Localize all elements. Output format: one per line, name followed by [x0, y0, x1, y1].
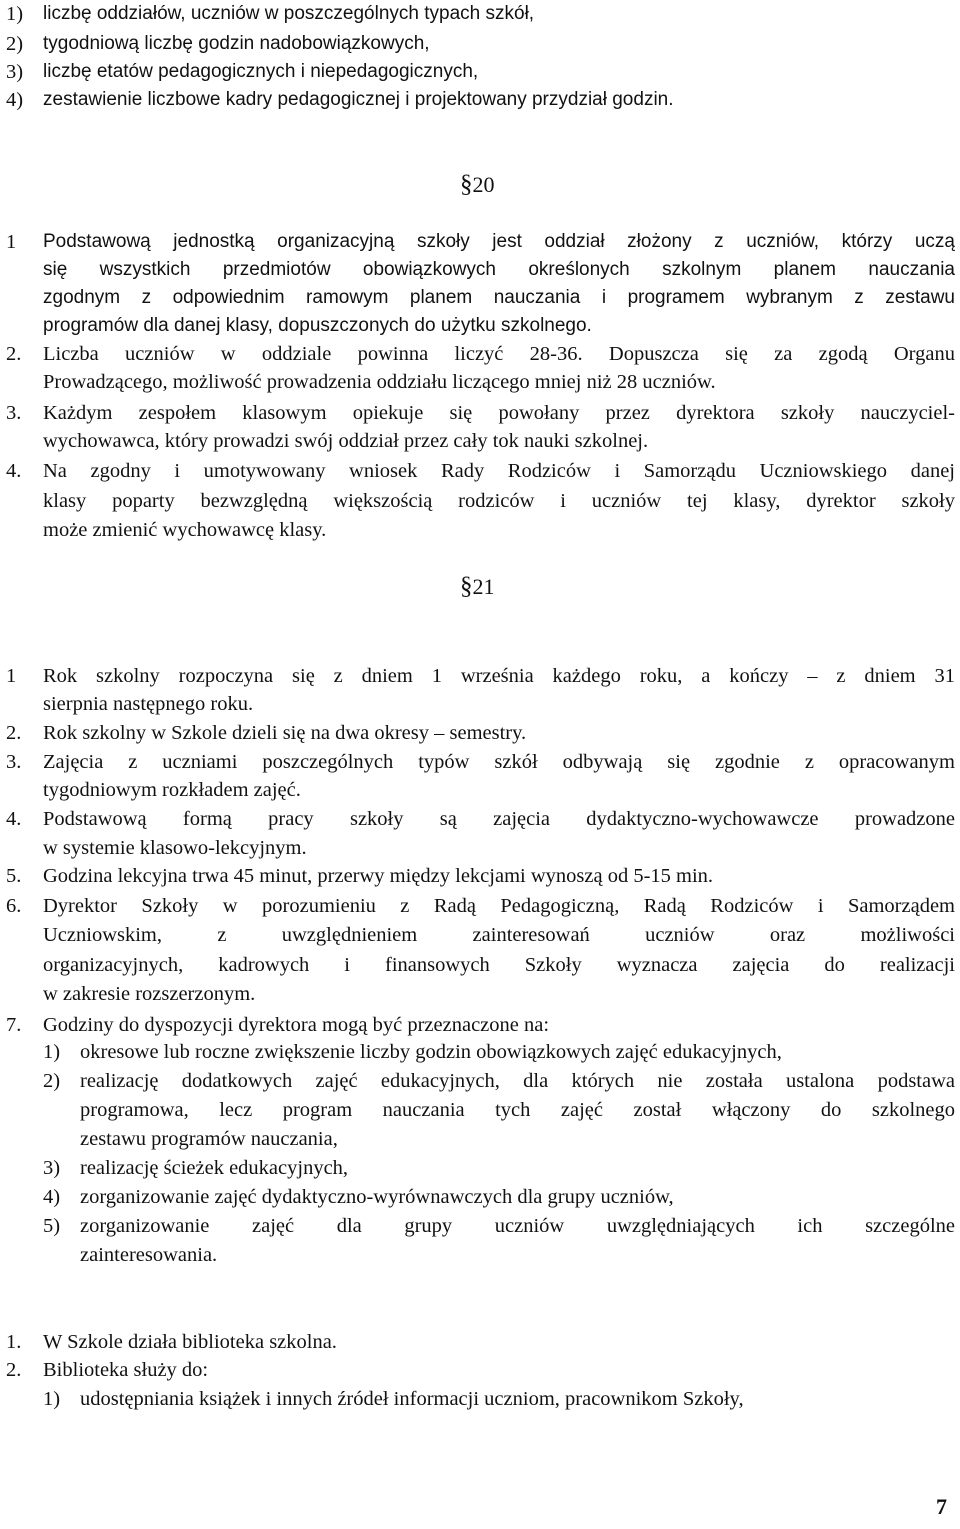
page-number: 7	[936, 1494, 947, 1519]
paragraph-number: 3.	[6, 402, 22, 424]
paragraph-number: 6.	[6, 895, 22, 917]
paragraph-line: Godziny do dyspozycji dyrektora mogą być przeznaczone na:	[43, 1014, 550, 1036]
subitem-line: realizację ścieżek edukacyjnych,	[80, 1157, 349, 1179]
subitem-number: 2)	[43, 1070, 61, 1092]
paragraph-line: może zmienić wychowawcę klasy.	[43, 519, 327, 541]
subitem-line: zainteresowania.	[80, 1244, 218, 1266]
section-sign: §	[460, 171, 473, 198]
paragraph-line: wychowawca, który prowadzi swój oddział przez cały tok nauki szkolnej.	[43, 430, 649, 452]
subitem-number: 1)	[43, 1041, 61, 1063]
paragraph-line: w zakresie rozszerzonym.	[43, 983, 256, 1005]
paragraph-line: Na zgodny i umotywowany wniosek Rady Rodziców i Samorządu Uczniowskiego danej	[43, 460, 955, 482]
paragraph-number: 1	[6, 231, 17, 253]
paragraph-line: Dyrektor Szkoły w porozumieniu z Radą Pedagogiczną, Radą Rodziców i Samorządem	[43, 895, 955, 917]
paragraph-line: w systemie klasowo-lekcyjnym.	[43, 837, 307, 859]
paragraph-line: tygodniowym rozkładem zajęć.	[43, 779, 301, 801]
paragraph-line: Każdym zespołem klasowym opiekuje się powołany przez dyrektora szkoły nauczyciel-	[43, 402, 955, 424]
subitem-number: 4)	[43, 1186, 61, 1208]
paragraph-number: 5.	[6, 865, 22, 887]
subitem-line: okresowe lub roczne zwiększenie liczby godzin obowiązkowych zajęć edukacyjnych,	[80, 1041, 782, 1063]
subitem-line: zestawu programów nauczania,	[80, 1128, 338, 1150]
subitem-line: zorganizowanie zajęć dla grupy uczniów uwzględniających ich szczególne	[80, 1215, 955, 1237]
paragraph-number: 3.	[6, 751, 22, 773]
list-item: liczbę etatów pedagogicznych i niepedagogicznych,	[43, 61, 479, 82]
paragraph-line: Liczba uczniów w oddziale powinna liczyć 28-36. Dopuszcza się za zgodą Organu	[43, 343, 955, 365]
paragraph-line: Godzina lekcyjna trwa 45 minut, przerwy między lekcjami wynoszą od 5-15 min.	[43, 865, 714, 887]
paragraph-line: Uczniowskim, z uwzględnieniem zainteresowań uczniów oraz możliwości	[43, 924, 955, 946]
section-heading-20	[460, 172, 495, 198]
list-item: liczbę oddziałów, uczniów w poszczególnych typach szkół,	[43, 3, 535, 24]
subitem-line: programowa, lecz program nauczania tych zajęć został włączony do szkolnego	[80, 1099, 955, 1121]
paragraph-line: zgodnym z odpowiednim ramowym planem nauczania i programem wybranym z zestawu	[43, 287, 955, 308]
paragraph-line: Zajęcia z uczniami poszczególnych typów szkół odbywają się zgodnie z opracowanym	[43, 751, 955, 773]
list-number: 3)	[6, 61, 24, 83]
subitem-line: udostępniania książek i innych źródeł informacji uczniom, pracownikom Szkoły,	[80, 1388, 744, 1410]
paragraph-number: 1.	[6, 1331, 22, 1353]
paragraph-number: 4.	[6, 460, 22, 482]
paragraph-number: 2.	[6, 722, 22, 744]
subitem-line: zorganizowanie zajęć dydaktyczno-wyrównawczych dla grupy uczniów,	[80, 1186, 674, 1208]
section-heading-21	[460, 574, 495, 600]
list-item: tygodniową liczbę godzin nadobowiązkowych,	[43, 33, 430, 54]
subitem-number: 1)	[43, 1388, 61, 1410]
paragraph-line: organizacyjnych, kadrowych i finansowych Szkoły wyznacza zajęcia do realizacji	[43, 954, 955, 976]
paragraph-line: W Szkole działa biblioteka szkolna.	[43, 1331, 337, 1353]
paragraph-line: Rok szkolny w Szkole dzieli się na dwa okresy – semestry.	[43, 722, 527, 744]
paragraph-line: Podstawową jednostką organizacyjną szkoły jest oddział złożony z uczniów, którzy uczą	[43, 231, 955, 252]
subitem-number: 3)	[43, 1157, 61, 1179]
paragraph-number: 7.	[6, 1014, 22, 1036]
paragraph-line: Biblioteka służy do:	[43, 1359, 209, 1381]
subitem-line: realizację dodatkowych zajęć edukacyjnych, dla których nie została ustalona podstawa	[80, 1070, 955, 1092]
paragraph-number: 4.	[6, 808, 22, 830]
section-sign: §	[460, 573, 473, 600]
paragraph-line: sierpnia następnego roku.	[43, 693, 254, 715]
list-number: 1)	[6, 3, 24, 25]
paragraph-line: się wszystkich przedmiotów obowiązkowych określonych szkolnym planem nauczania	[43, 259, 955, 280]
paragraph-line: Podstawową formą pracy szkoły są zajęcia dydaktyczno-wychowawcze prowadzone	[43, 808, 955, 830]
paragraph-number: 2.	[6, 1359, 22, 1381]
paragraph-line: Rok szkolny rozpoczyna się z dniem 1 września każdego roku, a kończy – z dniem 31	[43, 665, 955, 687]
paragraph-number: 2.	[6, 343, 22, 365]
paragraph-number: 1	[6, 665, 17, 687]
paragraph-line: klasy poparty bezwzględną większością rodziców i uczniów tej klasy, dyrektor szkoły	[43, 490, 955, 512]
subitem-number: 5)	[43, 1215, 61, 1237]
list-number: 4)	[6, 89, 24, 111]
list-number: 2)	[6, 33, 24, 55]
section-number: 21	[472, 574, 495, 599]
list-item: zestawienie liczbowe kadry pedagogicznej i projektowany przydział godzin.	[43, 89, 674, 110]
paragraph-line: Prowadzącego, możliwość prowadzenia oddziału liczącego mniej niż 28 uczniów.	[43, 371, 716, 393]
section-number: 20	[472, 172, 495, 197]
paragraph-line: programów dla danej klasy, dopuszczonych do użytku szkolnego.	[43, 315, 592, 336]
